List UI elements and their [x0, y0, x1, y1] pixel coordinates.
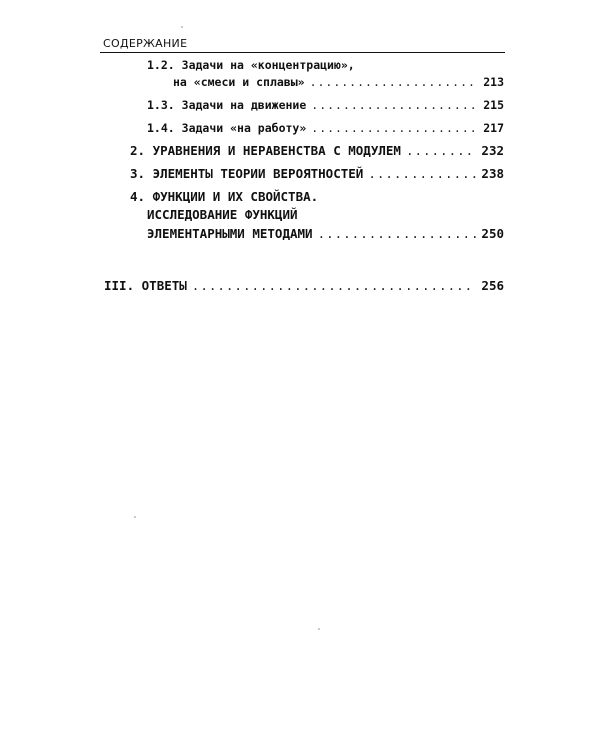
toc-entry-number: 3. [130, 166, 146, 181]
toc-page-number: 213 [483, 75, 504, 89]
toc-entry-number: 1.2. [147, 58, 175, 72]
toc-entry-4-line-2 [147, 206, 298, 224]
toc-entry-title: ФУНКЦИИ И ИХ СВОЙСТВА. [152, 189, 319, 204]
toc-entry-title-continued: ЭЛЕМЕНТАРНЫМИ МЕТОДАМИ [147, 226, 313, 241]
toc-entry-1-2-line-1 [147, 56, 355, 74]
dot-leader [406, 142, 476, 160]
toc-entry-title: ОТВЕТЫ [141, 278, 187, 293]
toc-page-number: 256 [481, 278, 504, 293]
toc-entry-title: Задачи на «концентрацию», [181, 58, 355, 72]
toc-page-number: 232 [481, 143, 504, 158]
toc-entry-III[interactable] [104, 277, 504, 295]
toc-entry-3[interactable] [130, 165, 504, 183]
toc-entry-4-line-1 [130, 188, 318, 206]
dot-leader [318, 225, 477, 243]
toc-entry-title: Задачи на движение [181, 98, 307, 112]
scan-speck [181, 26, 183, 28]
toc-entry-title-continued: на «смеси и сплавы» [173, 75, 305, 89]
dot-leader [368, 165, 476, 183]
dot-leader [310, 73, 479, 91]
toc-page-number: 217 [483, 121, 504, 135]
toc-page-number: 215 [483, 98, 504, 112]
toc-entry-number: 1.4. [147, 121, 175, 135]
toc-entry-number: III. [104, 278, 135, 293]
toc-entry-number: 2. [130, 143, 146, 158]
toc-entry-number: 1.3. [147, 98, 175, 112]
dot-leader [311, 96, 478, 114]
toc-page-number: 238 [481, 166, 504, 181]
toc-entry-number: 4. [130, 189, 146, 204]
toc-entry-title: УРАВНЕНИЯ И НЕРАВЕНСТВА С МОДУЛЕМ [152, 143, 401, 158]
toc-entry-title: Задачи «на работу» [181, 121, 307, 135]
toc-entry-1-3[interactable] [147, 96, 504, 114]
page-header-title: СОДЕРЖАНИЕ [103, 37, 188, 50]
toc-entry-4-line-3[interactable] [147, 225, 504, 243]
dot-leader [311, 119, 478, 137]
toc-entry-title: ЭЛЕМЕНТЫ ТЕОРИИ ВЕРОЯТНОСТЕЙ [152, 166, 364, 181]
toc-page-number: 250 [481, 226, 504, 241]
scan-speck [134, 516, 136, 518]
toc-entry-1-2-line-2[interactable] [173, 73, 504, 91]
toc-entry-title-continued: ИССЛЕДОВАНИЕ ФУНКЦИЙ [147, 207, 298, 222]
toc-entry-1-4[interactable] [147, 119, 504, 137]
scan-speck [318, 628, 320, 630]
toc-entry-2[interactable] [130, 142, 504, 160]
dot-leader [192, 277, 477, 295]
